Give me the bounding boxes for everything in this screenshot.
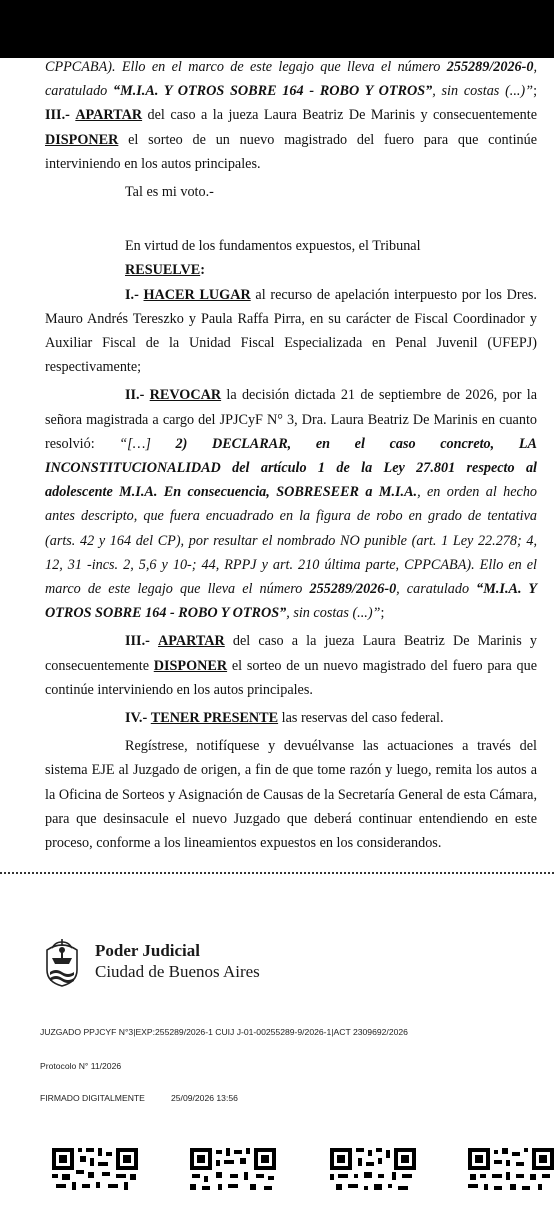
qr-code-icon xyxy=(330,1138,416,1208)
case-caption: “M.I.A. Y OTROS SOBRE 164 - ROBO Y OTROS” xyxy=(113,83,433,100)
virtud-line: En virtud de los fundamentos expuestos, el Tribunal xyxy=(125,238,421,255)
brand-line1: Poder Judicial xyxy=(95,941,200,960)
text: , caratulado xyxy=(45,59,537,100)
qr-code-icon xyxy=(190,1138,276,1208)
action-word: REVOCAR xyxy=(149,387,222,404)
action-word: APARTAR xyxy=(75,107,143,124)
text: al recurso de apelación interpuesto por los Dres. Mauro Andrés Tereszko y Paula Raffa Pirra, en su carácter de Fiscal Coordinador y Auxiliar Fiscal de la Unidad Fiscal Especializada en Penal Juvenil (UFEPJ) respectivamente; xyxy=(45,286,537,376)
case-caption: “M.I.A. Y OTROS SOBRE 164 - ROBO Y OTROS” xyxy=(45,581,538,622)
paragraph-continuation xyxy=(45,55,537,176)
text: del caso a la jueza Laura Beatriz De Marinis y consecuentemente xyxy=(45,633,538,674)
roman-numeral: IV.- xyxy=(125,710,148,727)
case-number: 255289/2026-0 xyxy=(309,581,397,598)
text: el sorteo de un nuevo magistrado del fuero para que continúe interviniendo en los autos principales. xyxy=(45,131,537,172)
quote-open: “[…] xyxy=(119,435,176,452)
document-body xyxy=(45,55,537,855)
action-word: DISPONER xyxy=(45,131,119,148)
action-word: DISPONER xyxy=(153,657,228,674)
vote-line: Tal es mi voto.- xyxy=(125,184,214,201)
action-word: TENER PRESENTE xyxy=(150,710,279,727)
text: ; xyxy=(380,605,385,622)
resolution-iii xyxy=(45,629,537,702)
resuelve-label: RESUELVE xyxy=(125,262,201,279)
text: la decisión dictada 21 de septiembre de 2026, por la señora magistrada a cargo del JPJCyF N° 3, Dra. Laura Beatriz De Marinis en cuanto resolvió: xyxy=(45,387,537,452)
case-number: 255289/2026-0 xyxy=(446,59,534,75)
qr-code-icon xyxy=(468,1138,554,1208)
coat-of-arms-icon xyxy=(38,936,86,988)
firmado-date: 25/09/2026 13:56 xyxy=(171,1093,238,1103)
redaction-bar xyxy=(0,0,554,58)
text: , sin costas (...)” xyxy=(286,605,381,622)
text: ; xyxy=(533,83,538,100)
roman-numeral: II.- xyxy=(125,387,145,404)
resolution-i xyxy=(45,283,537,380)
quoted-text: , en orden al hecho antes descripto, que fuera encuadrado en la figura de robo en grado de tentativa (arts. 42 y 164 del CP), por resultar el nombrado NO punible (art. 1 Ley 22.278; 4, 12, 31 -incs. 2, 5,6 y 10-; 44, RPPJ y art. 210 última parte, CPPCABA). Ello en el marco de este legajo que lleva el número xyxy=(45,484,538,598)
case-reference: JUZGADO PPJCYF N°3|EXP:255289/2026-1 CUIJ J-01-00255289-9/2026-1|ACT 2309692/2026 xyxy=(40,1027,408,1037)
qr-code-icon xyxy=(52,1138,138,1208)
text: , caratulado xyxy=(396,581,477,598)
resolution-ii xyxy=(45,383,537,625)
text: del caso a la jueza Laura Beatriz De Marinis y consecuentemente xyxy=(142,107,537,124)
resolution-iv xyxy=(45,706,537,730)
closing-paragraph: Regístrese, notifíquese y devuélvanse las actuaciones a través del sistema EJE al Juzgado de origen, a fin de que tome razón y luego, remita los autos a la Oficina de Sorteos y Asignación de Causas de la Secretaría General de esta Cámara, para que desinsacule el nuevo Juzgado que deberá continuar entendiendo en este proceso, conforme a los lineamientos expuestos en los considerandos. xyxy=(45,738,537,852)
text: el sorteo de un nuevo magistrado del fuero para que continúe interviniendo en los autos principales. xyxy=(45,657,537,698)
protocolo: Protocolo N° 11/2026 xyxy=(40,1061,122,1071)
action-word: HACER LUGAR xyxy=(143,286,251,303)
text: las reservas del caso federal. xyxy=(278,710,444,727)
colon: : xyxy=(200,262,205,279)
text: , sin costas (...)” xyxy=(432,83,534,100)
action-word: APARTAR xyxy=(158,633,225,650)
roman-numeral: III.- xyxy=(125,633,150,650)
page-separator xyxy=(0,872,554,874)
resuelve-heading xyxy=(45,258,537,282)
roman-numeral: I.- xyxy=(125,286,139,303)
text: CPPCABA). Ello en el marco de este legajo que lleva el número xyxy=(45,59,447,75)
quoted-bold: 2) DECLARAR, en el caso concreto, LA INCONSTITUCIONALIDAD del artículo 1 de la Ley 27.801 respecto al adolescente M.I.A. En consecuencia, SOBRESEER a M.I.A. xyxy=(45,435,537,501)
brand-line2: Ciudad de Buenos Aires xyxy=(95,962,260,981)
firmado-label: FIRMADO DIGITALMENTE xyxy=(40,1093,145,1103)
roman-numeral: III.- xyxy=(45,107,70,124)
